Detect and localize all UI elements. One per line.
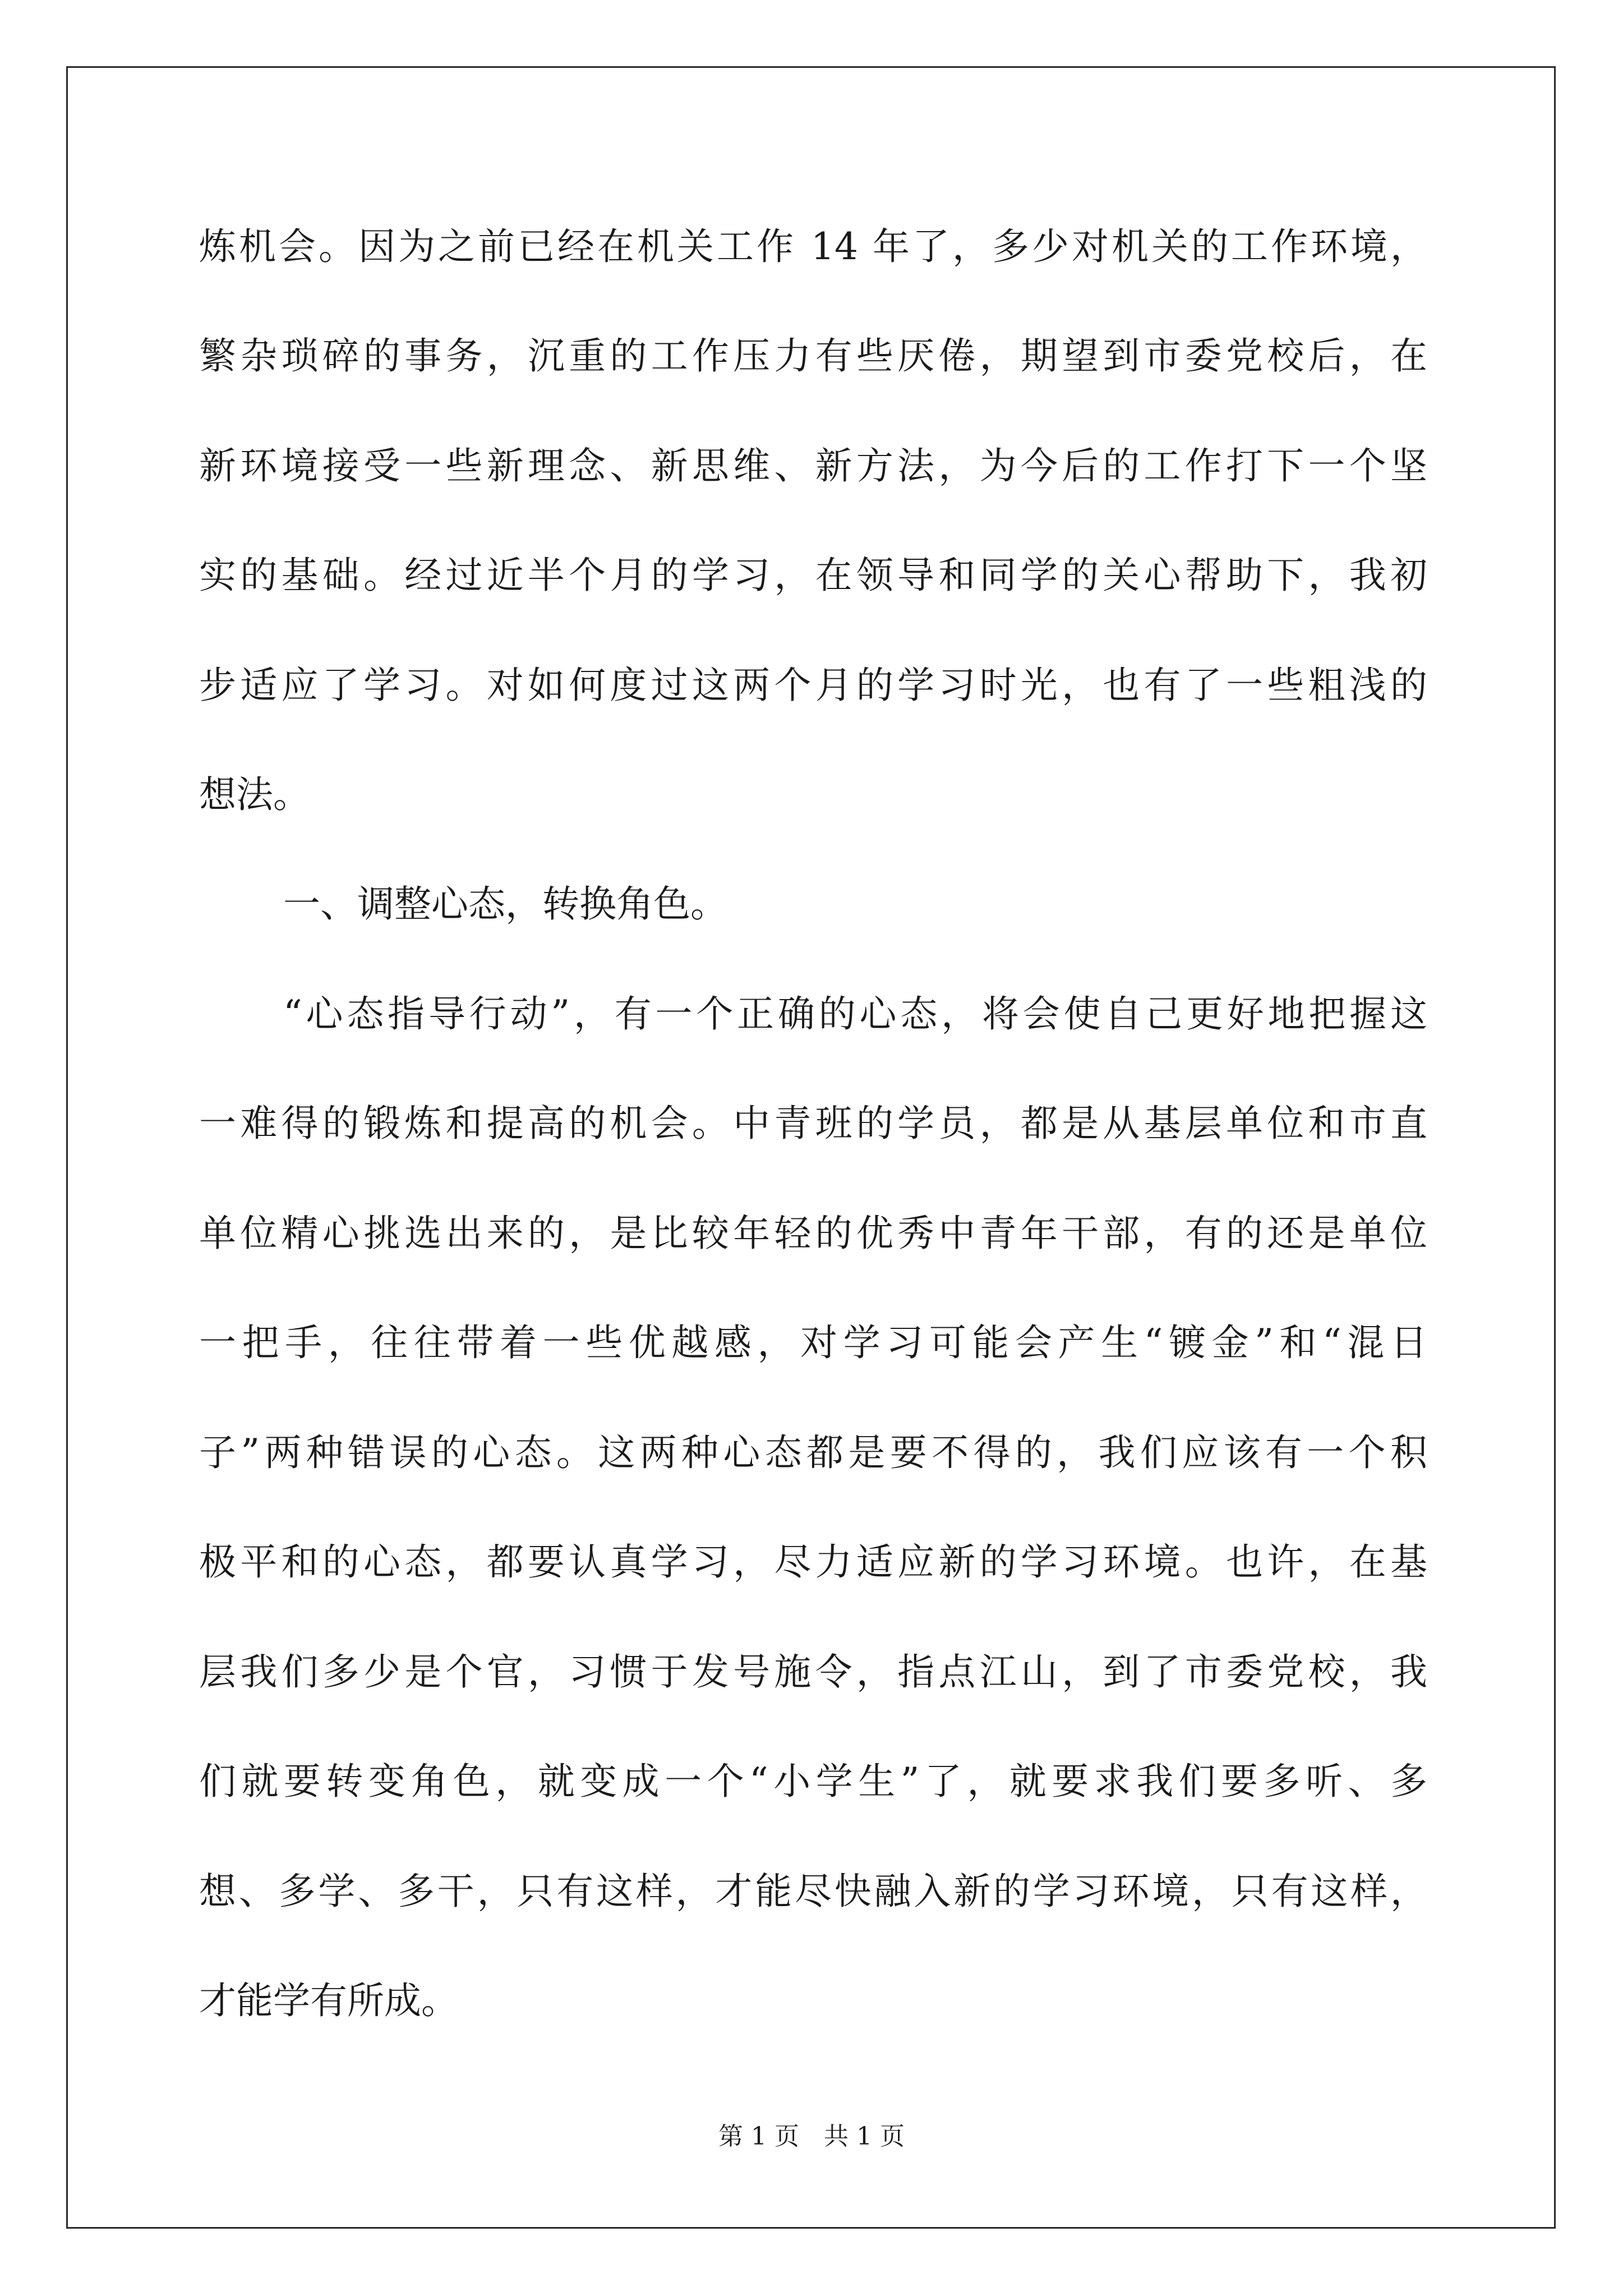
page-number-footer: 第 1 页 共 1 页 — [718, 2122, 905, 2151]
paragraph-line: 想、多学、多干，只有这样，才能尽快融入新的学习环境，只有这样， — [199, 1870, 1427, 1913]
paragraph-line: 想法。 — [199, 773, 310, 816]
paragraph-line: 步适应了学习。对如何度过这两个月的学习时光，也有了一些粗浅的 — [199, 664, 1427, 707]
paragraph-line: “心态指导行动”，有一个正确的心态，将会使自己更好地把握这 — [283, 992, 1427, 1036]
paragraph-line: 炼机会。因为之前已经在机关工作 14 年了，多少对机关的工作环境， — [199, 225, 1427, 268]
paragraph-line: 新环境接受一些新理念、新思维、新方法，为今后的工作打下一个坚 — [199, 444, 1427, 487]
paragraph-line: 子”两种错误的心态。这两种心态都是要不得的，我们应该有一个积 — [199, 1431, 1427, 1474]
paragraph-line: 们就要转变角色，就变成一个“小学生”了，就要求我们要多听、多 — [199, 1760, 1427, 1803]
paragraph-line: 单位精心挑选出来的，是比较年轻的优秀中青年干部，有的还是单位 — [199, 1212, 1427, 1255]
section-heading: 一、调整心态，转换角色。 — [283, 882, 727, 926]
paragraph-line: 一难得的锻炼和提高的机会。中青班的学员，都是从基层单位和市直 — [199, 1102, 1427, 1145]
paragraph-line: 层我们多少是个官，习惯于发号施令，指点江山，到了市委党校，我 — [199, 1650, 1427, 1694]
paragraph-line: 繁杂琐碎的事务，沉重的工作压力有些厌倦，期望到市委党校后，在 — [199, 334, 1427, 378]
paragraph-line: 实的基础。经过近半个月的学习，在领导和同学的关心帮助下，我初 — [199, 554, 1427, 597]
paragraph-line: 极平和的心态，都要认真学习，尽力适应新的学习环境。也许，在基 — [199, 1540, 1427, 1584]
paragraph-line: 一把手，往往带着一些优越感，对学习可能会产生“镀金”和“混日 — [199, 1321, 1427, 1364]
paragraph-line: 才能学有所成。 — [199, 1979, 458, 2022]
